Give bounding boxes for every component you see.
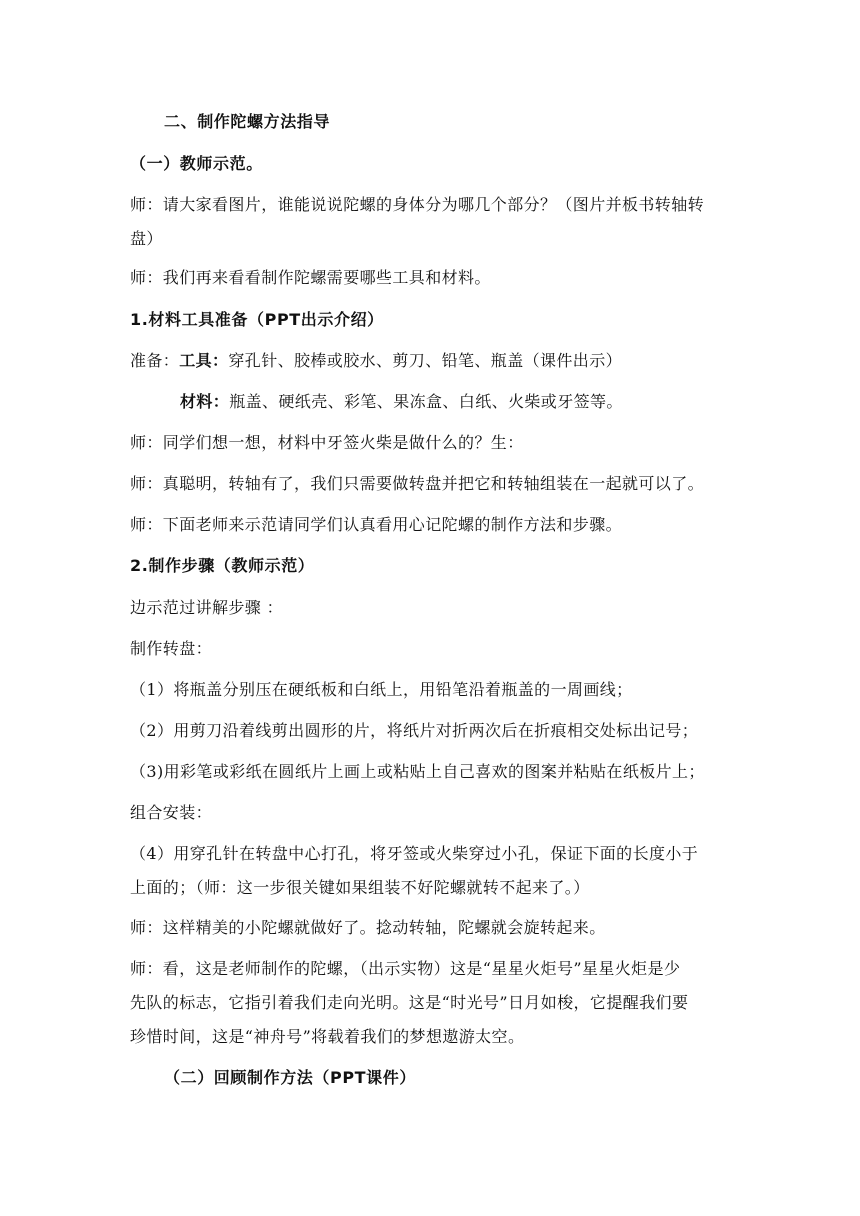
- materials-line: [180, 392, 790, 412]
- paragraph-line: 边示范过讲解步骤 ：: [130, 598, 284, 617]
- list-item: （2）用剪刀沿着线剪出圆形的片，将纸片对折两次后在折痕相交处标出记号；: [130, 721, 699, 740]
- paragraph-line: 制作转盘：: [130, 639, 213, 658]
- sub-heading-review: （二）回顾制作方法（PPT课件）: [164, 1068, 416, 1087]
- materials-label: 材料：: [180, 392, 230, 411]
- tools-text: 穿孔针、胶棒或胶水、剪刀、铅笔、瓶盖（课件出示）: [228, 351, 623, 370]
- tools-line: [130, 351, 740, 371]
- tools-label: 工具：: [179, 351, 229, 370]
- list-item: （3)用彩笔或彩纸在圆纸片上画上或粘贴上自己喜欢的图案并粘贴在纸板片上；: [130, 762, 705, 781]
- section-heading: 二、制作陀螺方法指导: [164, 112, 331, 131]
- paragraph-line: 师：同学们想一想，材料中牙签火柴是做什么的？生：: [130, 433, 524, 452]
- list-item: （4）用穿孔针在转盘中心打孔，将牙签或火柴穿过小孔，保证下面的长度小于: [130, 844, 699, 863]
- paragraph-line: 师：我们再来看看制作陀螺需要哪些工具和材料。: [130, 268, 491, 287]
- list-item: 上面的；（师：这一步很关键如果组装不好陀螺就转不起来了。）: [130, 878, 590, 897]
- paragraph-line: 组合安装：: [130, 803, 213, 822]
- paragraph-line: 盘）: [130, 229, 163, 248]
- paragraph-line: 师：真聪明，转轴有了，我们只需要做转盘并把它和转轴组装在一起就可以了。: [130, 474, 705, 493]
- paragraph-line: 师：看，这是老师制作的陀螺，（出示实物）这是“星星火炬号”星星火炬是少: [130, 959, 681, 978]
- materials-text: 瓶盖、硬纸壳、彩笔、果冻盒、白纸、火柴或牙签等。: [229, 392, 623, 411]
- prep-label: 准备：: [130, 351, 180, 370]
- sub-heading-teacher-demo: （一）教师示范。: [130, 154, 263, 173]
- list-item: （1）将瓶盖分别压在硬纸板和白纸上，用铅笔沿着瓶盖的一周画线；: [130, 680, 633, 699]
- paragraph-line: 师：请大家看图片，谁能说说陀螺的身体分为哪几个部分？（图片并板书转轴转: [130, 195, 705, 214]
- paragraph-line: 先队的标志，它指引着我们走向光明。这是“时光号”日月如梭，它提醒我们要: [130, 993, 689, 1012]
- paragraph-line: 珍惜时间，这是“神舟号”将载着我们的梦想遨游太空。: [130, 1027, 525, 1046]
- step-heading-steps: 2.制作步骤（教师示范）: [130, 556, 315, 575]
- paragraph-line: 师：这样精美的小陀螺就做好了。捻动转轴，陀螺就会旋转起来。: [130, 918, 606, 937]
- step-heading-materials: 1.材料工具准备（PPT出示介绍）: [130, 310, 384, 329]
- paragraph-line: 师：下面老师来示范请同学们认真看用心记陀螺的制作方法和步骤。: [130, 515, 623, 534]
